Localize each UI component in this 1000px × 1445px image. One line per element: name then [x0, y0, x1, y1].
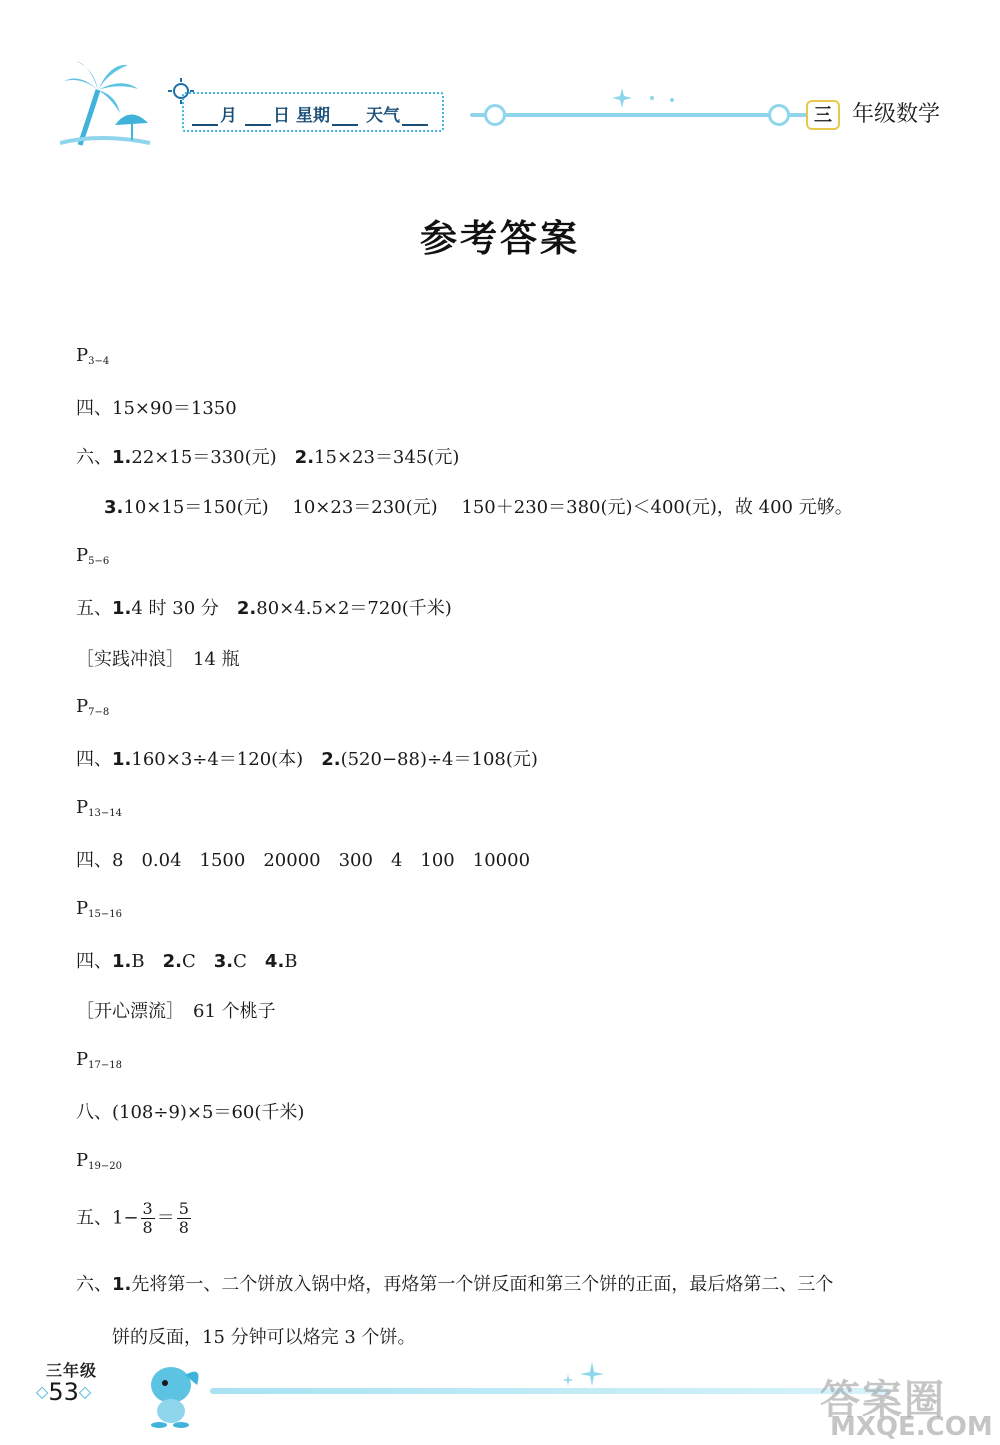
answer-line: 四、1.B 2.C 3.C 4.B [76, 951, 298, 972]
answer-line: 四、1.160×3÷4＝120(本) 2.(520−88)÷4＝108(元) [76, 749, 538, 770]
answer-line: 五、1.4 时 30 分 2.80×4.5×2＝720(千米) [76, 598, 452, 619]
fraction: $\frac{3}{8}$ [142, 1199, 153, 1237]
mascot-icon [135, 1355, 210, 1430]
sparkle-icon [558, 1360, 608, 1390]
answer-line: 八、(108÷9)×5＝60(千米) [76, 1102, 305, 1123]
watermark-logo: 答案圈 [820, 1377, 946, 1423]
date-weather-box [182, 92, 444, 132]
date-weather-label: 天气 [366, 106, 400, 126]
page-ref: $P_{15-16}$ [76, 898, 122, 920]
answer-line: ［开心漂流］ 61 个桃子 [76, 1001, 276, 1022]
answer-line: 六、1.22×15＝330(元) 2.15×23＝345(元) [76, 447, 460, 468]
subject-label: 年级数学 [852, 102, 941, 127]
page-ref: $P_{7-8}$ [76, 696, 110, 718]
answer-line: ［实践冲浪］ 14 瓶 [76, 649, 240, 670]
date-month-label: 月 [220, 106, 237, 126]
date-day-label: 日 [273, 106, 290, 126]
page-number: ◇53◇ [36, 1378, 92, 1406]
answer-line: 四、15×90＝1350 [76, 398, 237, 419]
page-ref: $P_{5-6}$ [76, 545, 110, 567]
header-rule [470, 113, 810, 117]
sparkle-icon [610, 86, 690, 110]
watermark-url: MXQE.COM [830, 1412, 993, 1442]
page-ref: $P_{19-20}$ [76, 1150, 122, 1172]
page-title: 参考答案 [420, 217, 580, 260]
date-weekday-label: 星期 [296, 106, 330, 126]
page-ref: $P_{17-18}$ [76, 1049, 122, 1071]
grade-badge: 三 [806, 100, 840, 130]
answer-line: 饼的反面，15 分钟可以烙完 3 个饼。 [112, 1327, 416, 1348]
fraction: $\frac{5}{8}$ [178, 1199, 189, 1237]
header-rule-knot [768, 104, 790, 126]
footer-rule [210, 1388, 890, 1394]
answer-line: 四、8 0.04 1500 20000 300 4 100 10000 [76, 850, 531, 871]
page-ref: $P_{3-4}$ [76, 345, 110, 367]
footer-grade: 三年级 [46, 1361, 98, 1380]
header-rule-knot [484, 104, 506, 126]
page-ref: $P_{13-14}$ [76, 797, 122, 819]
fraction-line: 五、1− $\frac{3}{8}$ ＝ $\frac{5}{8}$ [76, 1199, 189, 1237]
palm-tree-icon [60, 55, 170, 150]
answer-line: 六、1.先将第一、二个饼放入锅中烙，再烙第一个饼反面和第三个饼的正面，最后烙第二、三个 [76, 1274, 834, 1295]
answer-line: 3.10×15＝150(元) 10×23＝230(元) 150＋230＝380(元)＜400(元)，故 400 元够。 [104, 497, 853, 518]
